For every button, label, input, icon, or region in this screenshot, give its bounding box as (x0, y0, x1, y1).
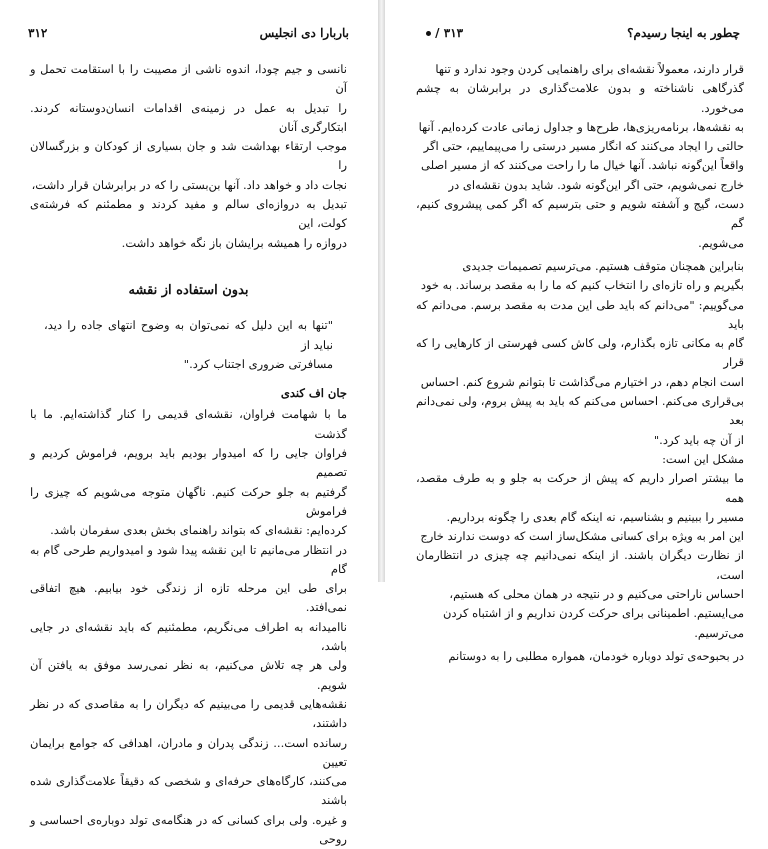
text-line: ناامیدانه به اطراف می‌نگریم، مطمئنیم که باید نقشه‌ای در جایی باشد، (30, 619, 347, 654)
quote-attribution: جان اف کندی (280, 386, 347, 401)
text-line: گذرگاهی ناشناخته و بدون علامت‌گذاری در برابرشان به چشم می‌خورد. (416, 81, 744, 115)
text-line: قرار دارند، معمولاً نقشه‌ای برای راهنمایی کردن وجود ندارد و تنها (435, 62, 744, 76)
text-line: می‌ترسیم. (694, 625, 744, 640)
text-line: به نقشه‌ها، برنامه‌ریزی‌ها، طرح‌ها و جداول زمانی عادت کرده‌ایم. آنها (418, 119, 744, 134)
paragraph-3 (416, 450, 744, 643)
left-page (0, 0, 377, 846)
text-line: نانسی و جیم چودا، اندوه ناشی از مصیبت را با استقامت تحمل و آن (30, 62, 347, 96)
text-line: می‌کنند، کارگاه‌های حرفه‌ای و شخصی که دقیقاً علامت‌گذاری شده باشند (30, 774, 347, 808)
text-line: ما بیشتر اصرار داریم که پیش از حرکت به جلو و به طرف مقصد، همه (416, 471, 744, 505)
text-line: خارج نمی‌شویم، حتی اگر این‌گونه شود. شاید بدون نقشه‌ای در (448, 177, 744, 192)
right-page (386, 0, 768, 663)
paragraph-1 (416, 60, 744, 253)
text-line: واقعاً این‌گونه نباشد. آنها خیال ما را راحت می‌کنند که از مسیر اصلی (421, 158, 744, 173)
text-line: احساس ناراحتی می‌کنیم و در نتیجه در همان محلی که هستیم، (449, 587, 744, 602)
text-line: موجب ارتقاء بهداشت شد و جان بسیاری از کودکان و بزرگسالان را (30, 139, 347, 173)
right-page-header (414, 26, 740, 46)
text-line: فراوان جایی را که امیدوار بودیم باید برویم، فراموش کردیم و تصمیم (30, 446, 347, 480)
text-line: نجات داد و خواهد داد. آنها بن‌بستی را که در برابرشان قرار داشت، (31, 177, 347, 192)
text-line: می‌گوییم: "می‌دانم که باید طی این مدت به مقصد برسم. می‌دانم که باید (416, 297, 744, 331)
text-line: است انجام دهم، در اختیارم می‌گذاشت تا بتوانم شروع کنم. احساس (420, 374, 744, 389)
text-line: این امر به ویژه برای کسانی مشکل‌ساز است که دوست ندارند خارج (420, 529, 744, 544)
bullet-icon (426, 31, 431, 36)
text-line: گرفتیم به جلو حرکت کنیم. ناگهان متوجه می‌شویم که چیزی را فراموش (30, 484, 347, 518)
text-line: نقشه‌هایی قدیمی را می‌بینیم که دیگران را به مقاصدی که در نظر داشتند، (30, 696, 347, 731)
text-line: در بحبوحه‌ی تولد دوباره خودمان، همواره مطلبی را به دوستانم (448, 648, 744, 663)
section-heading: بدون استفاده از نقشه (128, 282, 249, 298)
text-line: ما با شهامت فراوان، نقشه‌ای قدیمی را کنار گذاشته‌ایم. ما با گذشت (30, 407, 347, 441)
text-line: بگیریم و راه تازه‌ای را انتخاب کنیم که ما را به مقصد برساند. به خود (420, 278, 744, 293)
page-number: ۳۱۲ (28, 26, 48, 40)
intro-paragraph (30, 60, 347, 253)
text-line: رسانده است... زندگی پدران و مادران، اهدافی که جوامع برایمان تعیین (30, 735, 347, 769)
text-line: می‌شویم. (698, 235, 744, 250)
text-line: می‌ایستیم. اطمینانی برای حرکت کردن نداریم و از اشتباه کردن (443, 606, 744, 621)
text-line: دست، گیج و آشفته شویم و حتی بترسیم که اگر کمی پیشروی کنیم، گم (416, 197, 744, 231)
running-title: چطور به اینجا رسیدم؟ (627, 26, 740, 40)
text-line: تبدیل به دروازه‌ای سالم و مفید کردند و مطمئنم که فرشته‌ی کولت، این (30, 197, 347, 231)
text-line: حالتی را ایجاد می‌کنند که انگار مسیر درستی را می‌پیماییم، حتی اگر (423, 139, 744, 154)
page-number-group: ۳۱۳ / (422, 26, 463, 40)
text-line: برای طی این مرحله تازه از زندگی خود بیابیم. هیچ اتفاقی نمی‌افتد. (30, 581, 347, 615)
quote-line: مسافرتی ضروری اجتناب کرد." (183, 356, 333, 371)
text-line: را تبدیل به عمل در زمینه‌ی اقدامات انسان‌دوستانه کردند. ابتکارگری آنان (30, 100, 347, 134)
text-line: بنابراین همچنان متوقف هستیم. می‌ترسیم تصمیمات جدیدی (462, 258, 744, 273)
text-line: از آن چه باید کرد." (653, 432, 744, 447)
book-gutter (378, 0, 385, 582)
quote-line: "تنها به این دلیل که نمی‌توان به وضوح انتهای جاده را دید، نباید از (44, 318, 333, 352)
page-number: ۳۱۳ (443, 26, 464, 40)
text-line: و غیره. ولی برای کسانی که در هنگامه‌ی تولد دوباره‌ی احساسی و روحی (30, 812, 347, 846)
body-paragraph (30, 405, 347, 849)
text-line: بی‌قراری می‌کنم. احساس می‌کنم که باید به پیش بروم، ولی نمی‌دانم بعد (416, 394, 744, 428)
text-line: مسیر را ببینیم و بشناسیم، نه اینکه گام بعدی را چگونه برداریم. (446, 509, 744, 524)
paragraph-2 (416, 257, 744, 450)
text-line: دروازه را همیشه برایشان باز نگه خواهد داشت. (121, 235, 347, 250)
text-line: در انتظار می‌مانیم تا این نقشه پیدا شود و امیدواریم طرحی گام به گام (30, 542, 347, 576)
left-page-header (28, 26, 349, 46)
epigraph-quote (30, 316, 347, 374)
paragraph-4 (416, 647, 744, 666)
right-page-body (416, 60, 744, 666)
text-line: از نظارت دیگران باشند. از اینکه نمی‌دانیم چه چیزی در انتظارمان است، (416, 548, 744, 582)
left-page-body (30, 60, 347, 849)
text-line: گام به مکانی تازه بگذارم، ولی کاش کسی فهرستی از کارهایی را که قرار (416, 336, 744, 370)
text-line: ولی هر چه تلاش می‌کنیم، به نظر نمی‌رسد موفق به یافتن آن شویم. (30, 658, 347, 692)
text-line: مشکل این است: (662, 451, 744, 466)
text-line: کرده‌ایم: نقشه‌ای که بتواند راهنمای بخش بعدی سفرمان باشد. (50, 523, 347, 538)
running-title: باربارا دی انجلیس (259, 26, 349, 40)
